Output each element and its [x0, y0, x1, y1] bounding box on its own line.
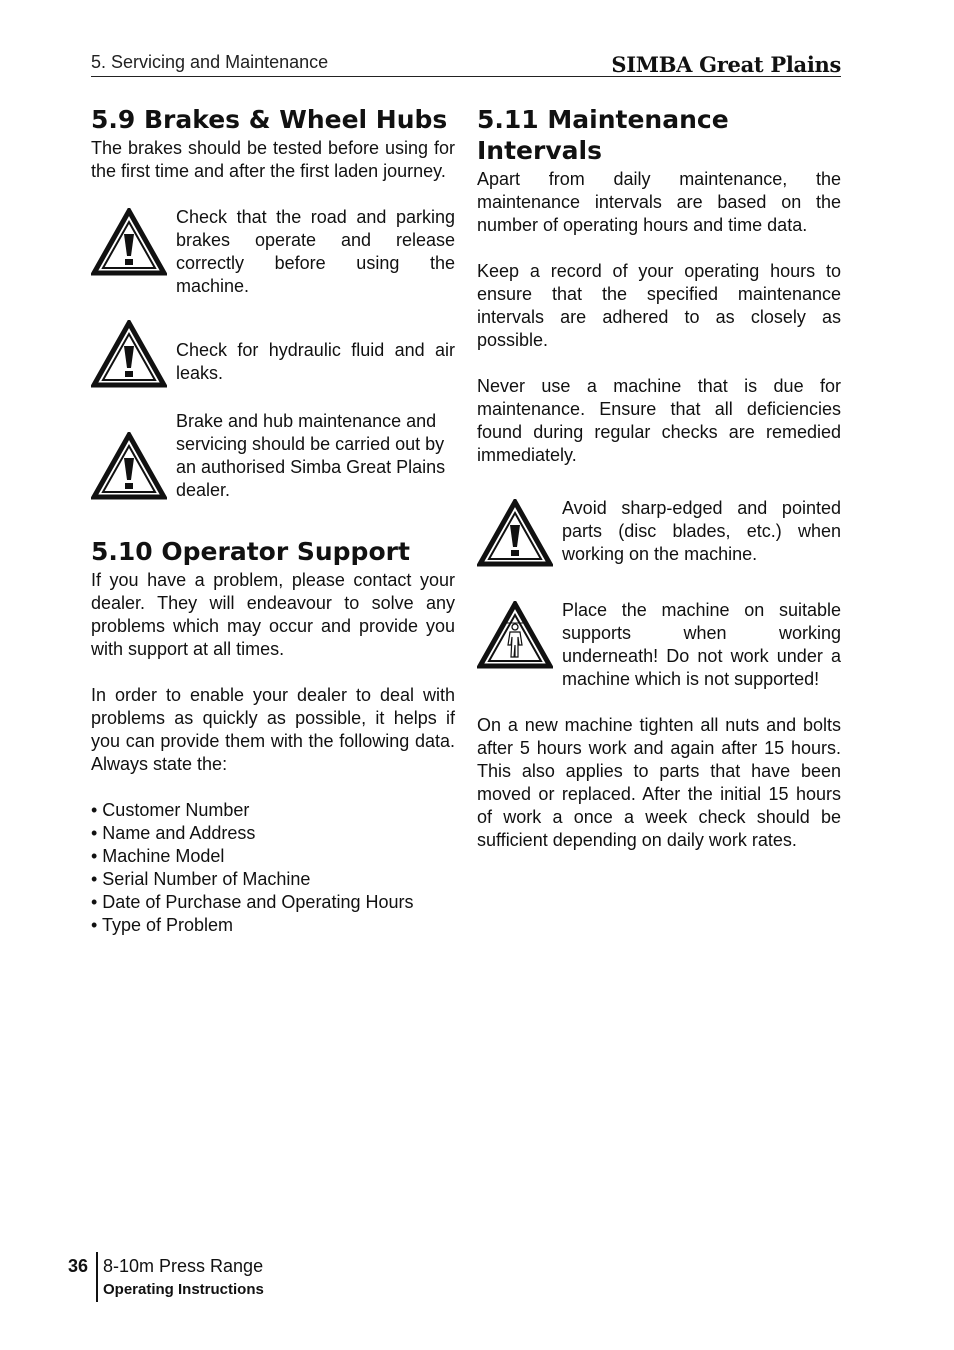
footer-divider [96, 1252, 98, 1302]
support-paragraph-2: In order to enable your dealer to deal with problems as quickly as possible, it helps if you can provide them with the following data. Always state the: [91, 685, 455, 774]
brand-logo: SIMBA Great Plains [611, 52, 841, 77]
brakes-intro: The brakes should be tested before using for the first time and after the first laden journey. [91, 138, 455, 181]
footer-doc-type: Operating Instructions [103, 1281, 264, 1298]
exclamation-warning-icon [91, 432, 169, 500]
brakes-warning-3 [91, 410, 455, 502]
list-item: • Date of Purchase and Operating Hours [91, 892, 414, 912]
brakes-warning-1 [91, 206, 455, 298]
intervals-warning-text-1: Avoid sharp-edged and pointed parts (disc blades, etc.) when working on the machine. [562, 498, 841, 564]
brakes-warning-text-3: Brake and hub maintenance and servicing should be carried out by an authorised Simba Great Plains dealer. [176, 411, 446, 500]
brakes-warning-text-1: Check that the road and parking brakes operate and release correctly before using the machine. [176, 207, 455, 296]
list-item: • Serial Number of Machine [91, 869, 311, 889]
intervals-warning-2 [477, 599, 841, 691]
intervals-paragraph-4: On a new machine tighten all nuts and bolts after 5 hours work and again after 15 hours. This also applies to parts that have been moved or replaced. After the initial 15 hours of work a once a week check should be sufficient depending on daily work rates. [477, 715, 841, 850]
intervals-paragraph-1: Apart from daily maintenance, the maintenance intervals are based on the number of operating hours and time data. [477, 169, 841, 235]
page-number: 36 [68, 1256, 89, 1276]
brakes-heading: 5.9 Brakes & Wheel Hubs [91, 105, 448, 134]
intervals-warning-1 [477, 497, 841, 567]
list-item: • Type of Problem [91, 915, 234, 935]
page-header [91, 48, 841, 77]
intervals-paragraph-3: Never use a machine that is due for maintenance. Ensure that all deficiencies found during regular checks are remedied immediately. [477, 376, 841, 465]
right-column [477, 104, 841, 852]
support-paragraph-1: If you have a problem, please contact your dealer. They will endeavour to solve any problems which may occur and provide you with support at all times. [91, 570, 455, 659]
list-item: • Name and Address [91, 823, 256, 843]
intervals-paragraph-2: Keep a record of your operating hours to ensure that the specified maintenance intervals are adhered to as closely as possible. [477, 261, 841, 350]
list-item: • Customer Number [91, 800, 250, 820]
support-heading: 5.10 Operator Support [91, 537, 410, 566]
left-column [91, 104, 455, 937]
exclamation-warning-icon [477, 499, 555, 567]
footer-model: 8-10m Press Range [103, 1256, 264, 1276]
brakes-warning-text-2: Check for hydraulic fluid and air leaks. [176, 340, 455, 383]
section-title: 5. Servicing and Maintenance [91, 52, 329, 72]
intervals-heading: 5.11 Maintenance Intervals [477, 105, 729, 165]
exclamation-warning-icon [91, 320, 169, 388]
person-under-machine-warning-icon [477, 601, 555, 669]
support-data-list [91, 799, 455, 937]
intervals-warning-text-2: Place the machine on suitable supports when working underneath! Do not work under a machine which is not supported! [562, 600, 841, 689]
exclamation-warning-icon [91, 208, 169, 276]
list-item: • Machine Model [91, 846, 225, 866]
brakes-warning-2 [91, 318, 455, 388]
